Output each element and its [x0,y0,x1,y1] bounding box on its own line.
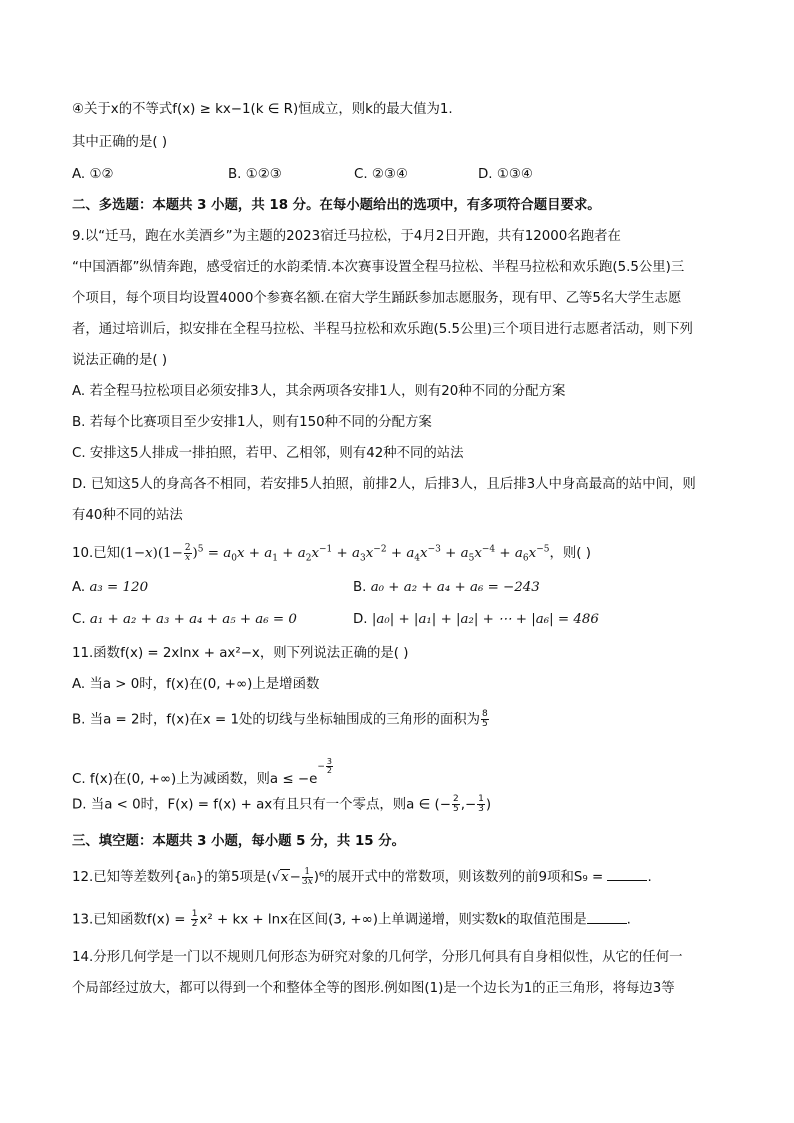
q12-suffix: )⁶的展开式中的常数项，则该数列的前9项和S₉ = [313,870,604,885]
section2-header: 二、多选题：本题共 3 小题，共 18 分。在每小题给出的选项中，有多项符合题目要求。 [72,198,601,213]
q11-option-b-text: B. 当a = 2时，f(x)在x = 1处的切线与坐标轴围成的三角形的面积为 [72,712,481,728]
q10-option-c-math: a₁ + a₂ + a₃ + a₄ + a₅ + a₆ = 0 [89,612,297,627]
q9-line-4: 者，通过培训后，拟安排在全程马拉松、半程马拉松和欢乐跑(5.5公里)三个项目进行志愿者活动，则下列 [72,322,693,337]
q9-option-d[interactable]: D. 已知这5人的身高各不相同，若安排5人拍照，前排2人，后排3人，且后排3人中身高最高的站中间，则 [72,477,696,492]
q10-expression: (1−x)(1− $\frac{2}{x}$ )$^5 = a_0x + a_1 + a_2x^{-1} + a_3x^{-2} + a_4x^{-3} + a_5x^{-4} + a_6x^{-5}$ [120,543,550,564]
q10-stem [72,544,591,564]
q13-suffix: x² + kx + lnx在区间(3, +∞)上单调递增，则实数k的取值范围是 [199,912,587,928]
q9-line-1: 9.以“迁马，跑在水美酒乡”为主题的2023宿迁马拉松，于4月2日开跑，共有12000名跑者在 [72,229,621,244]
q11-option-c-exp-den: 2 [326,766,332,775]
q12-prefix: 12.已知等差数列{aₙ}的第5项是( [72,870,272,885]
q11-option-b[interactable] [72,710,490,731]
q11-option-a[interactable]: A. 当a > 0时，f(x)在(0, +∞)上是增函数 [72,677,320,692]
q10-option-d-math: |a₀| + |a₁| + |a₂| + ⋯ + |a₆| = 486 [371,612,599,627]
q9-line-5: 说法正确的是( ) [72,353,168,368]
q10-option-b[interactable]: B. a₀ + a₂ + a₄ + a₆ = −243 [353,580,540,595]
q11-option-d[interactable]: D. 当a < 0时，F(x) = f(x) + ax有且只有一个零点，则a ∈ (− $\frac{2}{5}$ ,− $\frac{1}{3}$ ) [72,794,492,814]
q11-stem: 11.函数f(x) = 2xlnx + ax²−x，则下列说法正确的是( ) [72,646,409,661]
q11-option-c-exp-num: 3 [326,757,332,766]
q10-option-b-math: a₀ + a₂ + a₄ + a₆ = −243 [370,580,540,595]
q11-option-b-denominator: 5 [482,719,488,729]
q10-suffix: ，则( ) [549,546,591,561]
q10-option-a[interactable]: A. a₃ = 120 [72,580,149,595]
q13-answer-blank[interactable] [587,911,627,924]
q8-item4: ④关于x的不等式f(x) ≥ kx−1(k ∈ R)恒成立，则k的最大值为1. [72,102,453,117]
q10-prefix: 10.已知 [72,546,121,561]
q13-stem: 13.已知函数f(x) = $\frac{1}{2}$ x² + kx + lnx在区间(3, +∞)上单调递增，则实数k的取值范围是 . [72,909,631,929]
q9-line-3: 个项目，每个项目均设置4000个参赛名额.在宿大学生踊跃参加志愿服务，现有甲、乙等5名大学生志愿 [72,291,682,306]
q14-line-1: 14.分形几何学是一门以不规则几何形态为研究对象的几何学，分形几何具有自身相似性，从它的任何一 [72,950,683,965]
q11-option-b-numerator: 8 [482,709,488,719]
q12-answer-blank[interactable] [607,868,647,881]
q9-option-b[interactable]: B. 若每个比赛项目至少安排1人，则有150种不同的分配方案 [72,415,432,430]
q11-option-d-text: D. 当a < 0时，F(x) = f(x) + ax有且只有一个零点，则a ∈ (− [72,797,451,813]
q8-option-c[interactable]: C. ②③④ [354,167,408,182]
q8-option-b[interactable]: B. ①②③ [228,167,282,182]
q9-option-a[interactable]: A. 若全程马拉松项目必须安排3人，其余两项各安排1人，则有20种不同的分配方案 [72,384,566,399]
q12-stem: 12.已知等差数列{aₙ}的第5项是(√x− $\frac{1}{3x}$ )⁶的展开式中的常数项，则该数列的前9项和S₉ = . [72,867,652,887]
q11-option-c-text: C. f(x)在(0, +∞)上为减函数，则a ≤ −e [72,772,318,787]
q8-option-d[interactable]: D. ①③④ [478,167,533,182]
section3-header: 三、填空题：本题共 3 小题，每小题 5 分，共 15 分。 [72,834,406,849]
q10-option-d[interactable]: D. |a₀| + |a₁| + |a₂| + ⋯ + |a₆| = 486 [353,612,599,627]
q10-option-a-math: a₃ = 120 [89,580,149,595]
q10-option-c[interactable]: C. a₁ + a₂ + a₃ + a₄ + a₅ + a₆ = 0 [72,612,297,627]
q9-line-2: “中国酒都”纵情奔跑，感受宿迁的水韵柔情.本次赛事设置全程马拉松、半程马拉松和欢乐跑(5.5公里)三 [72,260,685,275]
q9-option-d-cont: 有40种不同的站法 [72,508,183,523]
q11-option-d-tail: ) [485,797,492,813]
q14-line-2: 个局部经过放大，都可以得到一个和整体全等的图形.例如图(1)是一个边长为1的正三角形，将每边3等 [72,981,675,996]
q11-option-c[interactable]: C. f(x)在(0, +∞)上为减函数，则a ≤ −e− $\frac{3}{2}$ [72,757,332,787]
q13-prefix: 13.已知函数f(x) = [72,912,186,928]
q8-option-a[interactable]: A. ①② [72,167,114,182]
q9-option-c[interactable]: C. 安排这5人排成一排拍照，若甲、乙相邻，则有42种不同的站法 [72,446,464,461]
q8-question: 其中正确的是( ) [72,135,168,150]
